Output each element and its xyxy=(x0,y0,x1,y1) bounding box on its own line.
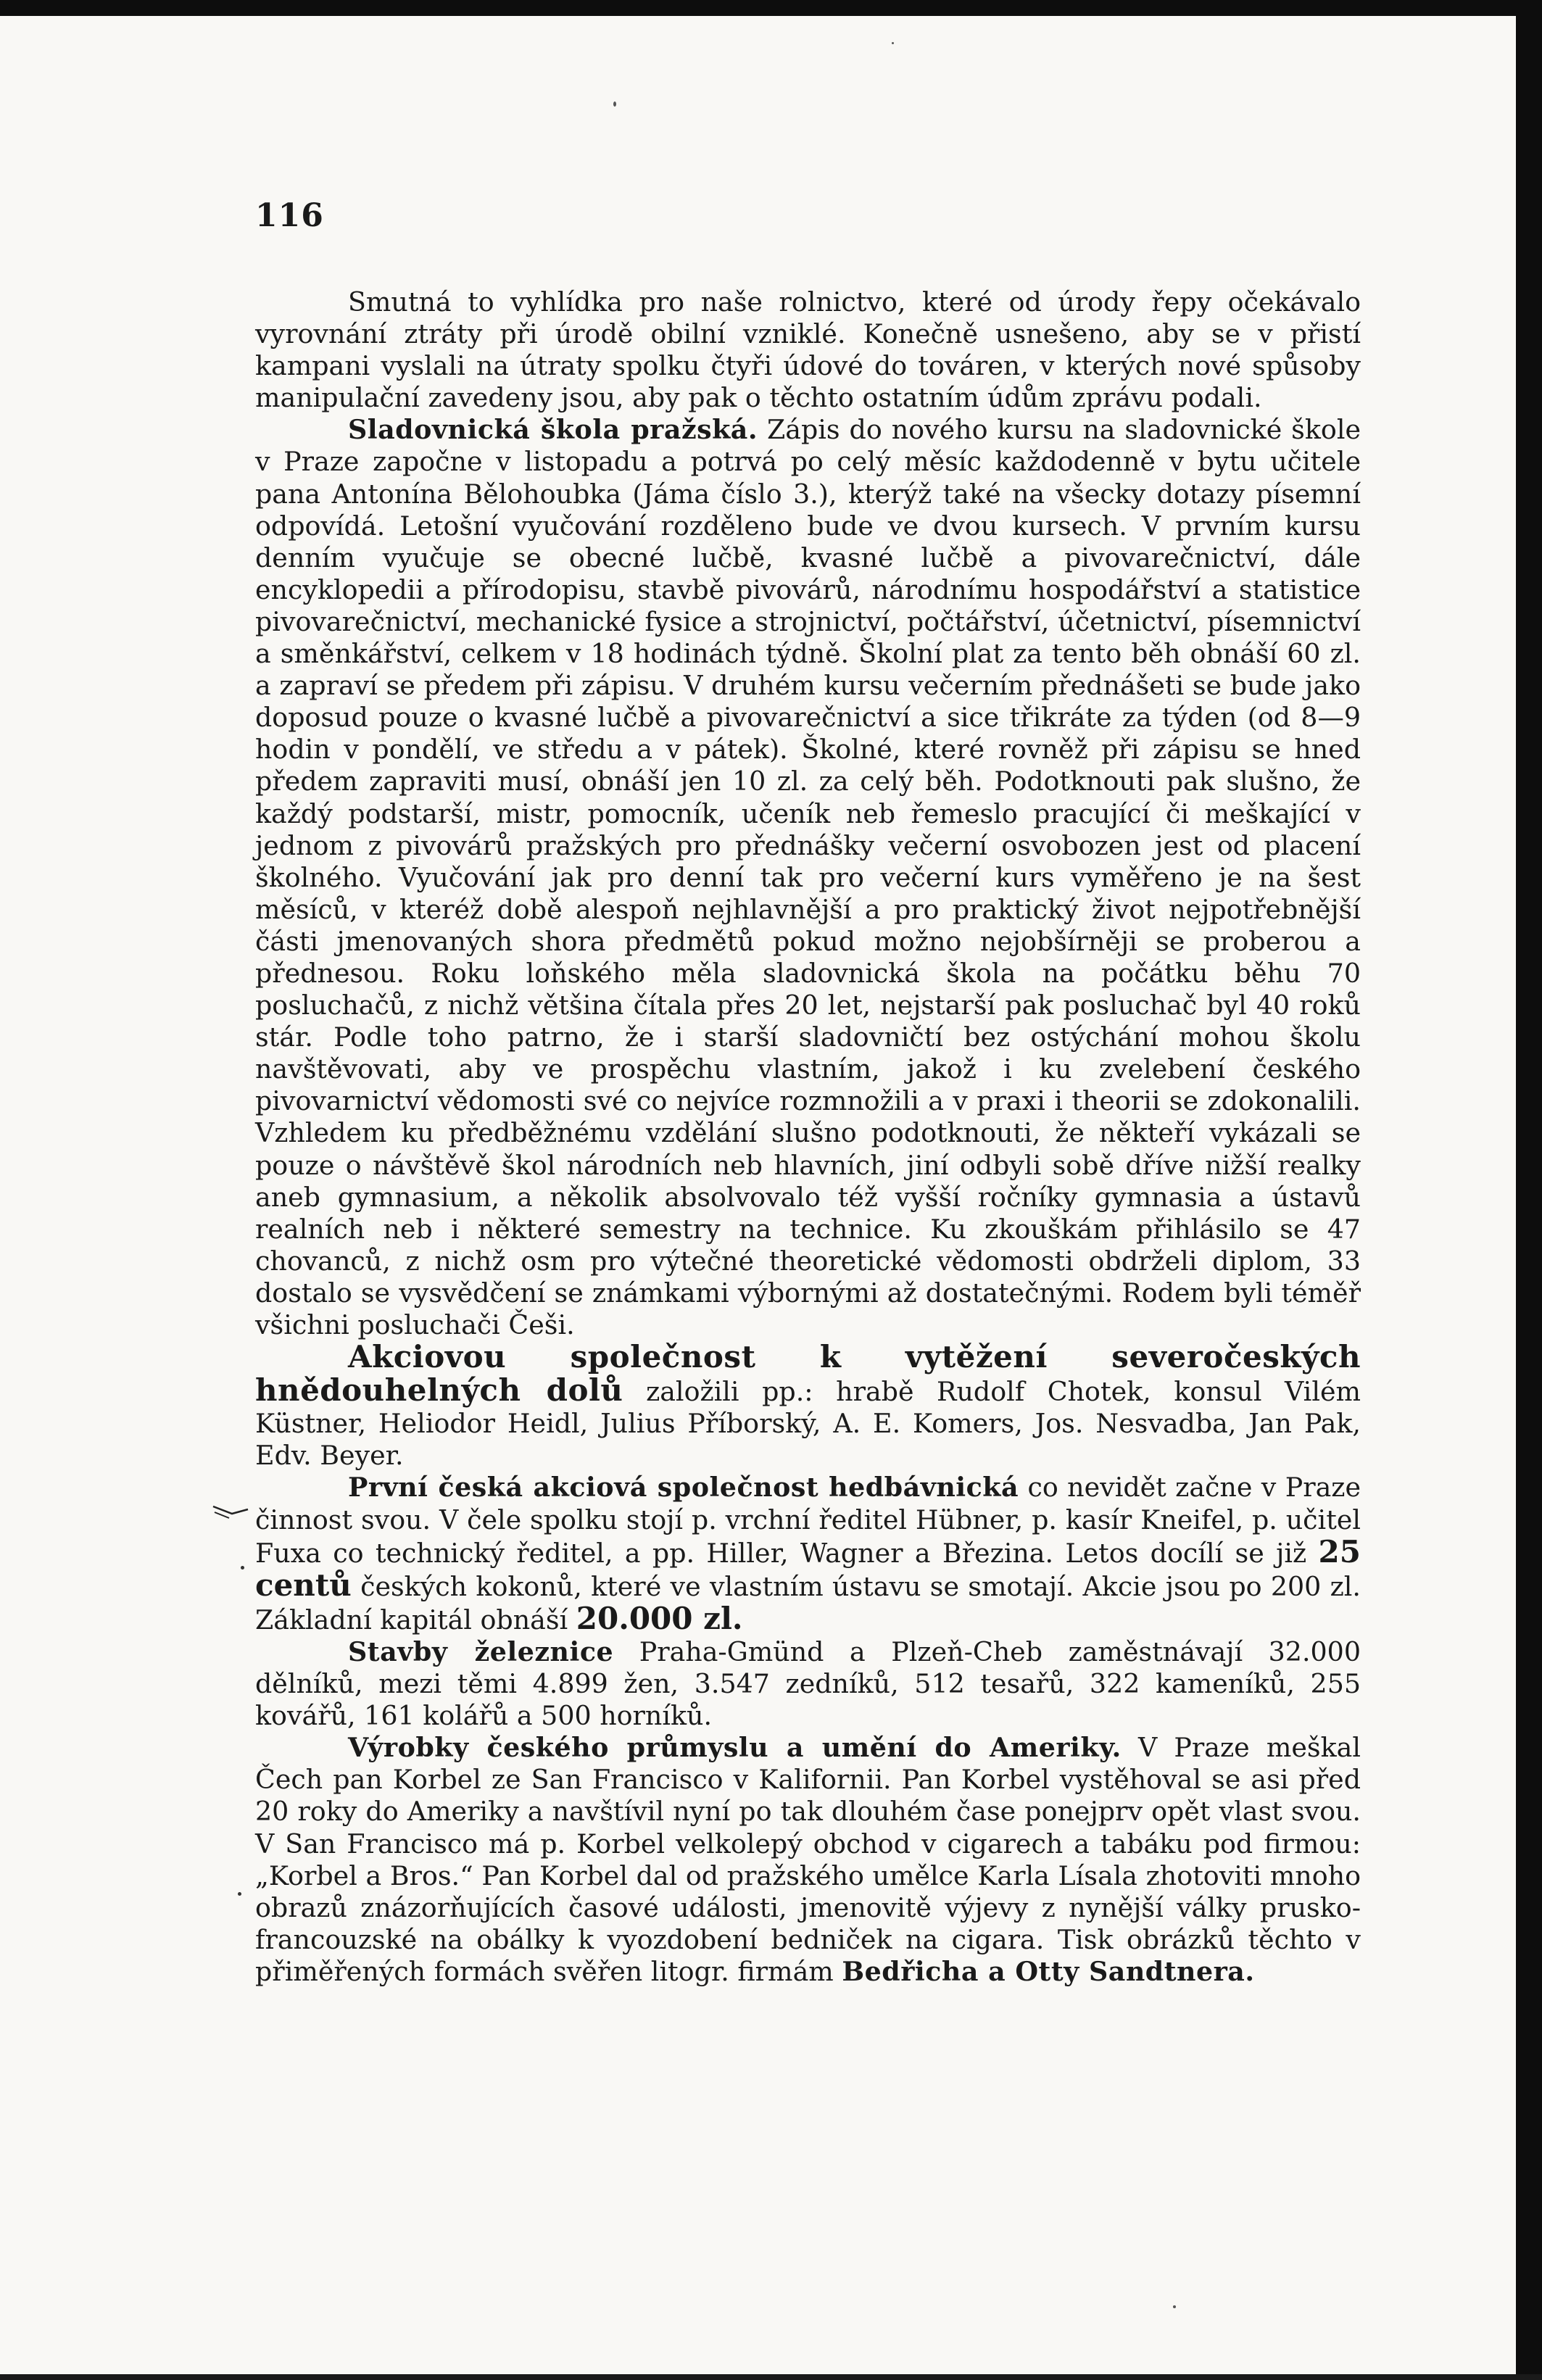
paragraph-text: Smutná to vyhlídka pro naše rolnictvo, které od úrody řepy očekávalo vyrovnání ztráty při úrodě obilní vzniklé. Konečně usnešeno, aby se v přistí kampani vyslali na útraty spolku čtyři údové do továren, v kterých nové spůsoby manipulační zavedeny jsou, aby pak o těchto ostatním údům zprávu podali. xyxy=(255,286,1361,414)
paragraph-text: co nevidět začne v Praze činnost svou. V čele spolku stojí p. vrchní ředitel Hübner, p. kasír Kneifel, p. učitel Fuxa co technický ředitel, a pp. Hiller, Wagner a Březina. Letos docílí se již xyxy=(255,1472,1361,1569)
page-number: 116 xyxy=(255,197,324,234)
paragraph-text: Zápis do nového kursu na sladovnické škole v Praze započne v listopadu a potrvá po celý měsíc každodenně v bytu učitele pana Antonína Bělohoubka (Jáma číslo 3.), kterýž také na všecky dotazy písemní odpovídá. Letošní vyučování rozděleno bude ve dvou kursech. V prvním kursu denním vyučuje se obecné lučbě, kvasné lučbě a pivovarečnictví, dále encyklopedii a přírodopisu, stavbě pivovárů, národnímu hospodářství a statistice pivovarečnictví, mechanické fysice a strojnictví, počtářství, účetnictví, písemnictví a směnkářství, celkem v 18 hodinách týdně. Školní plat za tento běh obnáší 60 zl. a zapraví se předem při zápisu. V druhém kursu večerním přednášeti se bude jako doposud pouze o kvasné lučbě a pivovarečnictví a sice třikráte za týden (od 8—9 hodin v pondělí, ve středu a v pátek). Školné, které rovněž při zápisu se hned předem zapraviti musí, obnáší jen 10 zl. za celý běh. Podotknouti pak slušno, že každý podstarší, mistr, pomocník, učeník neb řemeslo pracující či meškající v jednom z pivovárů pražských pro přednášky večerní osvobozen jest od placení školného. Vyučování jak pro denní tak pro večerní kurs vyměřeno je na šest měsíců, v kteréž době alespoň nejhlavnější a pro praktický život nejpotřebnější části jmenovaných shora předmětů pokud možno nejobšírněji se proberou a přednesou. Roku loňského měla sladovnická škola na počátku běhu 70 posluchačů, z nichž většina čítala přes 20 let, nejstarší pak posluchač byl 40 roků stár. Podle toho patrno, že i starší sladovničtí bez ostýchání mohou školu navštěvovati, aby ve prospěchu vlastním, jakož i ku zvelebení českého pivovarnictví vědomosti své co nejvíce rozmnožili a v praxi i theorii se zdokonalili. Vzhledem ku předběžnému vzdělání slušno podotknouti, že někteří vykázali se pouze o návštěvě škol národních neb hlavních, jiní odbyli sobě dříve nižší realky aneb gymnasium, a několik absolvovalo též vyšší ročníky gymnasia a ústavů realních neb i některé semestry na technice. Ku zkouškám přihlásilo se 47 chovanců, z nichž osm pro výtečné theoretické vědomosti obdrželi diplom, 33 dostalo se vysvědčení se známkami výbornými až dostatečnými. Rodem byli téměř všichni posluchači Češi. xyxy=(255,414,1361,1340)
scan-border-top xyxy=(0,0,1542,16)
margin-dot xyxy=(238,1892,241,1896)
paragraph-text: založili pp.: hrabě Rudolf Chotek, konsul Vilém Küstner, Heliodor Heidl, Julius Příborský, A. E. Komers, Jos. Nesvadba, Jan Pak, Edv. Beyer. xyxy=(255,1376,1361,1472)
paragraph-heading: Sladovnická škola pražská. xyxy=(348,414,758,446)
paragraph-silk-company xyxy=(255,1472,1361,1635)
paragraph-malting-school xyxy=(255,414,1361,1341)
emphasis-amount: 25 centů xyxy=(255,1533,1361,1603)
scan-border-right xyxy=(1516,0,1542,2380)
paragraph-coal-company xyxy=(255,1341,1361,1472)
emphasis-capital: 20.000 zl. xyxy=(576,1600,743,1636)
scan-speck xyxy=(613,101,616,107)
paragraph-products-america xyxy=(255,1732,1361,1988)
paragraph-text: českých kokonů, které ve vlastním ústavu se smotají. Akcie jsou po 200 zl. Základní kapitál obnáší xyxy=(255,1570,1361,1635)
scan-speck xyxy=(892,42,894,44)
paragraph-heading: První česká akciová společnost hedbávnická xyxy=(348,1472,1019,1504)
paragraph-beet-harvest xyxy=(255,286,1361,414)
scan-border-bottom xyxy=(0,2374,1542,2380)
margin-pencil-mark xyxy=(212,1502,249,1521)
emphasis-firm: Bedřicha a Otty Sandtnera. xyxy=(842,1955,1255,1987)
body-text xyxy=(255,286,1361,1988)
paragraph-heading: Akciovou společnost k vytěžení severočeských hnědouhelných dolů xyxy=(255,1339,1361,1409)
paragraph-heading: Stavby železnice xyxy=(348,1635,614,1667)
paragraph-heading: Výrobky českého průmyslu a umění do Ameriky. xyxy=(348,1732,1122,1764)
paragraph-railway-construction xyxy=(255,1636,1361,1732)
scan-speck xyxy=(1173,2305,1176,2308)
margin-dot xyxy=(241,1566,244,1570)
paragraph-text: V Praze meškal Čech pan Korbel ze San Francisco v Kalifornii. Pan Korbel vystěhoval se asi před 20 roky do Ameriky a navštívil nyní po tak dlouhém čase ponejprv opět vlast svou. V San Francisco má p. Korbel velkolepý obchod v cigarech a tabáku pod firmou: „Korbel a Bros.“ Pan Korbel dal od pražského umělce Karla Lísala zhotoviti mnoho obrazů znázorňujících časové události, jmenovitě výjevy z nynější války prusko-francouzské na obálky k vyozdobení bedniček na cigara. Tisk obrázků těchto v přiměřených formách svěřen litogr. firmám xyxy=(255,1732,1361,1987)
paragraph-text: Praha-Gmünd a Plzeň-Cheb zaměstnávají 32.000 dělníků, mezi těmi 4.899 žen, 3.547 zedníků, 512 tesařů, 322 kameníků, 255 kovářů, 161 kolářů a 500 horníků. xyxy=(255,1635,1361,1732)
